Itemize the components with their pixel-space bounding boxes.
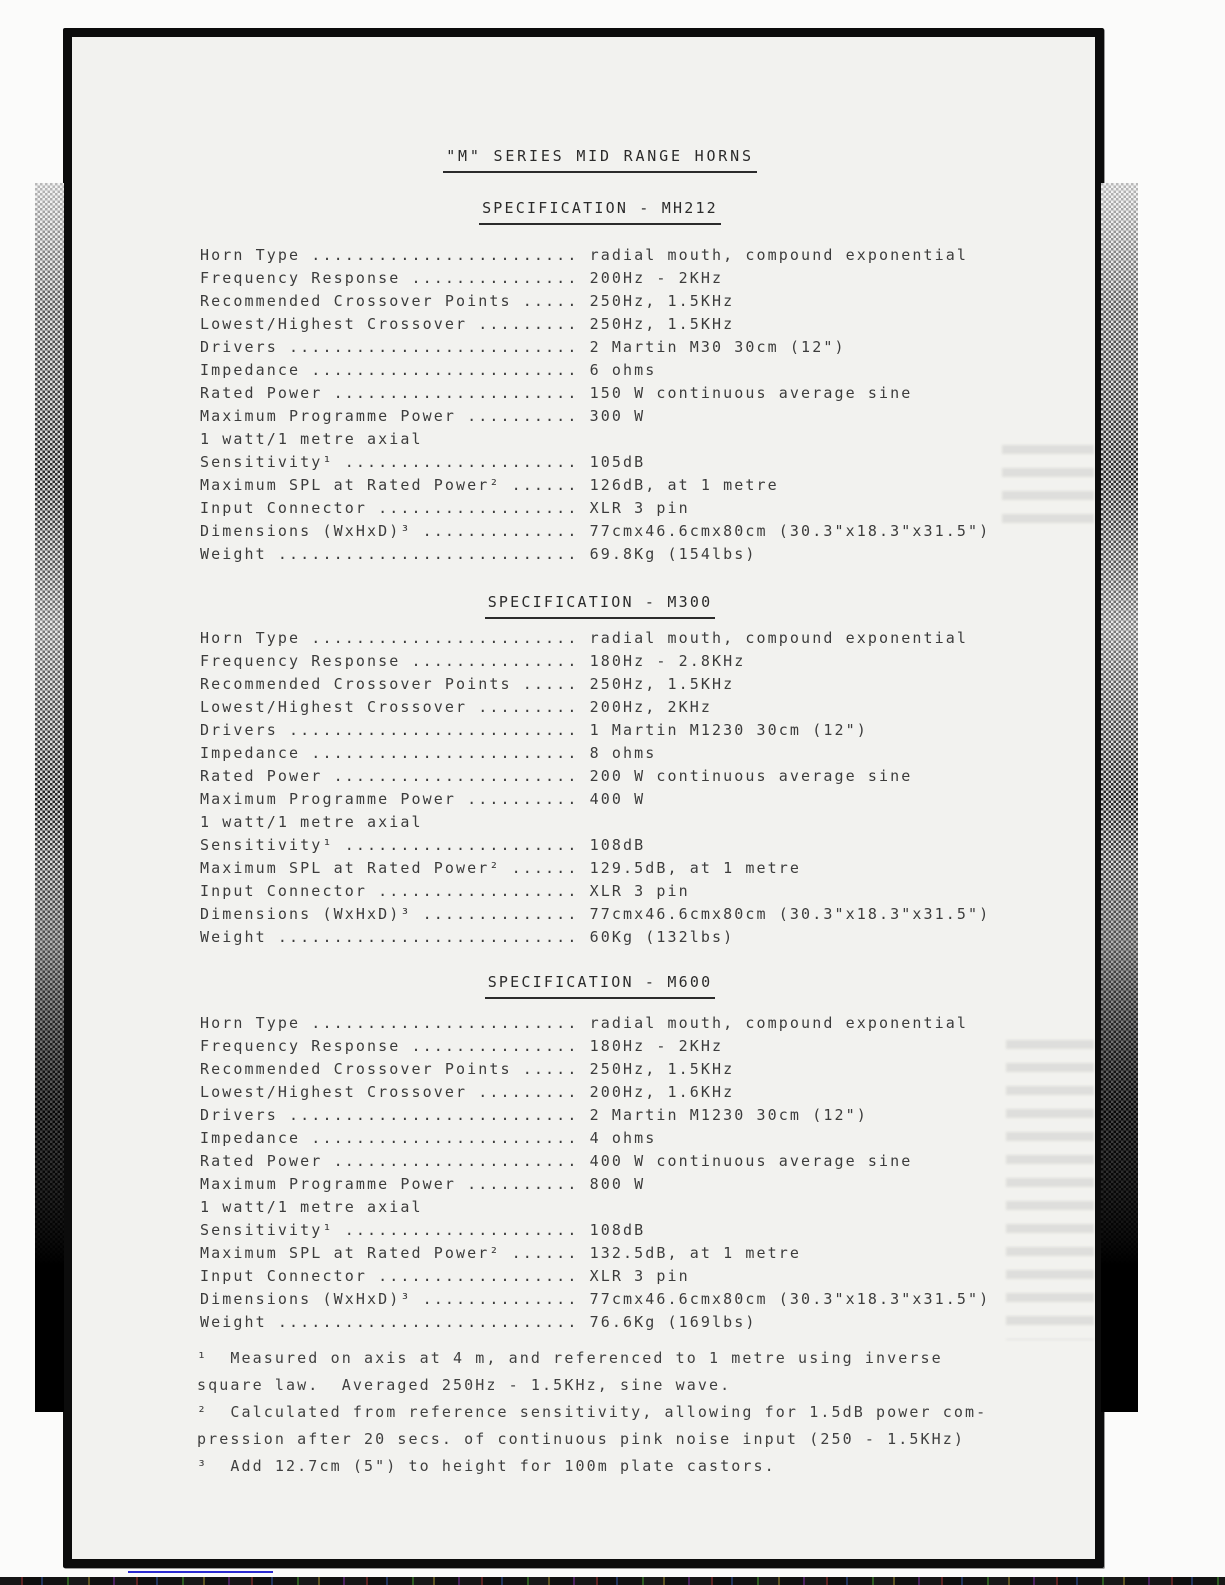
spec-line: Dimensions (WxHxD)³ .............. 77cmx46.6cmx80cm (30.3"x18.3"x31.5") [200, 1290, 991, 1308]
spec-line: Dimensions (WxHxD)³ .............. 77cmx46.6cmx80cm (30.3"x18.3"x31.5") [200, 905, 991, 923]
spec-line: Maximum SPL at Rated Power² ...... 129.5dB, at 1 metre [200, 859, 802, 877]
spec-line: Horn Type ........................ radial mouth, compound exponential [200, 246, 969, 264]
spec-line: Recommended Crossover Points ..... 250Hz, 1.5KHz [200, 675, 735, 693]
spec-line: Impedance ........................ 6 ohms [200, 361, 657, 379]
section-heading-row-m600 [80, 972, 1120, 999]
spec-line: Impedance ........................ 4 ohms [200, 1129, 657, 1147]
spec-line: 1 watt/1 metre axial [200, 813, 423, 831]
spec-line: Frequency Response ............... 180Hz - 2.8KHz [200, 652, 746, 670]
footnote-line: ³ Add 12.7cm (5") to height for 100m plate castors. [197, 1457, 776, 1475]
spec-line: Lowest/Highest Crossover ......... 200Hz, 1.6KHz [200, 1083, 735, 1101]
section-heading-m600: SPECIFICATION - M600 [485, 973, 716, 999]
section-heading-row-mh212 [80, 198, 1120, 225]
spec-line: Sensitivity¹ ..................... 105dB [200, 453, 646, 471]
spec-line: Weight ........................... 76.6Kg (169lbs) [200, 1313, 757, 1331]
link-underline[interactable] [128, 1571, 273, 1573]
spec-block-m600 [200, 1012, 990, 1334]
spec-line: Horn Type ........................ radial mouth, compound exponential [200, 1014, 969, 1032]
spec-line: Weight ........................... 60Kg (132lbs) [200, 928, 735, 946]
spec-line: Drivers .......................... 2 Martin M1230 30cm (12") [200, 1106, 868, 1124]
spec-line: Maximum Programme Power .......... 400 W [200, 790, 646, 808]
footnote-line: ¹ Measured on axis at 4 m, and referenced to 1 metre using inverse [197, 1349, 943, 1367]
spec-line: Input Connector .................. XLR 3 pin [200, 499, 690, 517]
spec-line: 1 watt/1 metre axial [200, 430, 423, 448]
spec-line: Maximum Programme Power .......... 300 W [200, 407, 646, 425]
spec-line: Impedance ........................ 8 ohms [200, 744, 657, 762]
spec-line: Recommended Crossover Points ..... 250Hz, 1.5KHz [200, 1060, 735, 1078]
spec-line: Rated Power ...................... 150 W continuous average sine [200, 384, 913, 402]
spec-line: Horn Type ........................ radial mouth, compound exponential [200, 629, 969, 647]
spec-line: Recommended Crossover Points ..... 250Hz, 1.5KHz [200, 292, 735, 310]
spec-line: 1 watt/1 metre axial [200, 1198, 423, 1216]
spec-line: Maximum Programme Power .......... 800 W [200, 1175, 646, 1193]
page-title-row [80, 146, 1120, 173]
spec-line: Weight ........................... 69.8Kg (154lbs) [200, 545, 757, 563]
footnote-line: ² Calculated from reference sensitivity, allowing for 1.5dB power com- [197, 1403, 988, 1421]
spec-line: Drivers .......................... 1 Martin M1230 30cm (12") [200, 721, 868, 739]
spec-line: Maximum SPL at Rated Power² ...... 126dB, at 1 metre [200, 476, 779, 494]
section-heading-mh212: SPECIFICATION - MH212 [479, 199, 721, 225]
spec-line: Sensitivity¹ ..................... 108dB [200, 1221, 646, 1239]
spec-line: Rated Power ...................... 200 W continuous average sine [200, 767, 913, 785]
page-title: "M" SERIES MID RANGE HORNS [443, 147, 757, 173]
footnotes-block [197, 1345, 987, 1480]
footnote-line: pression after 20 secs. of continuous pink noise input (250 - 1.5KHz) [197, 1430, 966, 1448]
spec-line: Frequency Response ............... 200Hz - 2KHz [200, 269, 724, 287]
spec-line: Lowest/Highest Crossover ......... 250Hz, 1.5KHz [200, 315, 735, 333]
spec-line: Sensitivity¹ ..................... 108dB [200, 836, 646, 854]
spec-line: Dimensions (WxHxD)³ .............. 77cmx46.6cmx80cm (30.3"x18.3"x31.5") [200, 522, 991, 540]
spec-line: Drivers .......................... 2 Martin M30 30cm (12") [200, 338, 846, 356]
scan-noise-bar [0, 1577, 1225, 1585]
section-heading-m300: SPECIFICATION - M300 [485, 593, 716, 619]
spec-line: Maximum SPL at Rated Power² ...... 132.5dB, at 1 metre [200, 1244, 802, 1262]
spec-line: Frequency Response ............... 180Hz - 2KHz [200, 1037, 724, 1055]
spec-line: Lowest/Highest Crossover ......... 200Hz, 2KHz [200, 698, 713, 716]
spec-block-m300 [200, 627, 990, 949]
spec-block-mh212 [200, 244, 990, 566]
spec-line: Input Connector .................. XLR 3 pin [200, 882, 690, 900]
spec-line: Input Connector .................. XLR 3 pin [200, 1267, 690, 1285]
section-heading-row-m300 [80, 592, 1120, 619]
spec-line: Rated Power ...................... 400 W continuous average sine [200, 1152, 913, 1170]
footnote-line: square law. Averaged 250Hz - 1.5KHz, sine wave. [197, 1376, 732, 1394]
